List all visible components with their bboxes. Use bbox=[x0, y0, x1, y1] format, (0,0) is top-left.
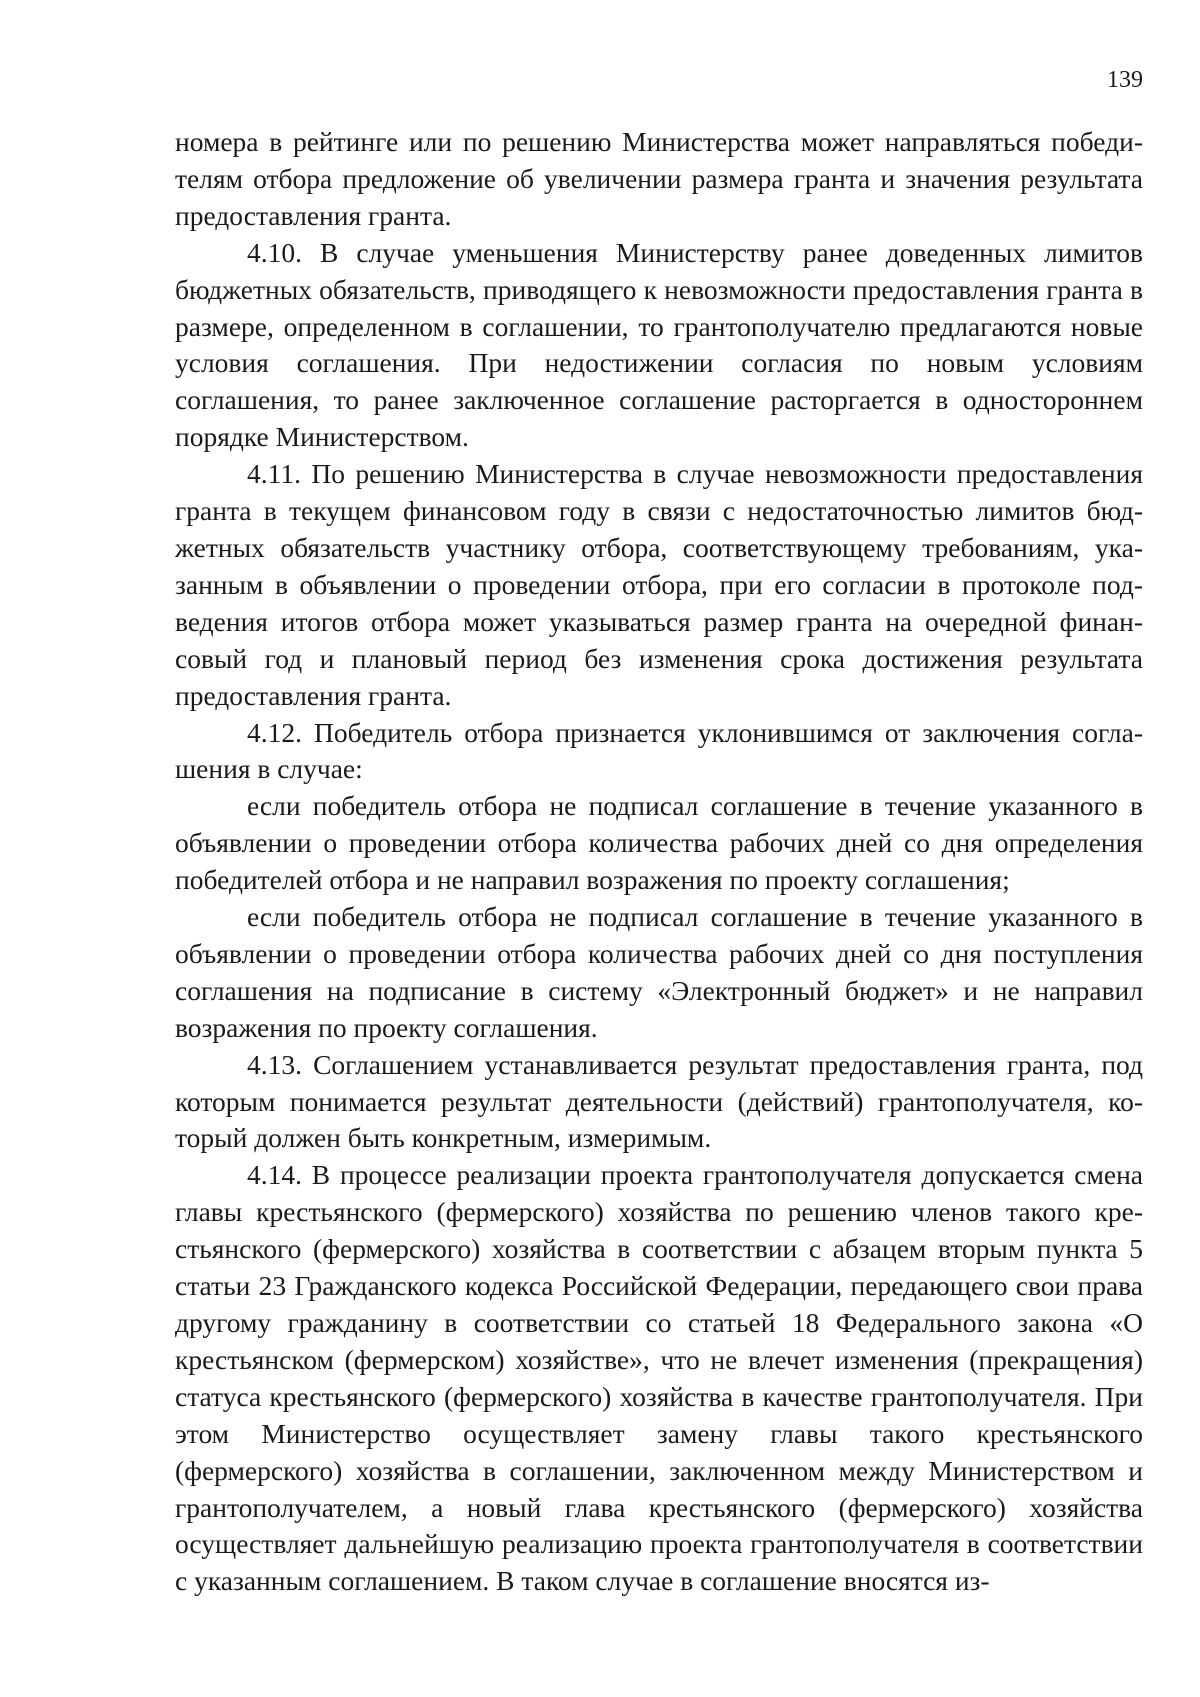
paragraph-4-14: 4.14. В процессе реализации проекта грантополучателя допускается смена главы крестьянского (фермерского) хозяйства по решению членов такого крестьянского (фермерского) хозяйства в соответствии с абзацем вторым пункта 5 статьи 23 Гражданского кодекса Российской Федерации, передающего свои права другому гражданину в соответствии со статьей 18 Федерального закона «О крестьянском (фермерском) хозяйстве», что не влечет изменения (прекращения) статуса крестьянского (фермерского) хозяйства в качестве грантополучателя. При этом Министерство осуществляет замену главы такого крестьянского (фермерского) хозяйства в соглашении, заключенном между Министерством и грантополучателем, а новый глава крестьянского (фермерского) хозяйства осуществляет дальнейшую реализацию проекта грантополучателя в соответствии с указанным соглашением. В таком случае в соглашение вносятся из- bbox=[175, 1159, 1143, 1597]
paragraph-4-10: 4.10. В случае уменьшения Министерству ранее доведенных лимитов бюджетных обязательств, приводящего к невозможности предоставления гранта в размере, определенном в соглашении, то грантополучателю предлагаются новые условия соглашения. При недостижении согласия по новым условиям соглашения, то ранее заключенное соглашение расторгается в одностороннем порядке Министерством. bbox=[175, 236, 1143, 453]
paragraph-4-12-case-1: если победитель отбора не подписал соглашение в течение указанного в объявлении о проведении отбора количества рабочих дней со дня определения победителей отбора и не направил возражения по проекту соглашения; bbox=[175, 790, 1143, 896]
document-body bbox=[175, 124, 1143, 1600]
paragraph-4-13: 4.13. Соглашением устанавливается результат предоставления гранта, под которым понимается результат деятельности (действий) грантополучателя, который должен быть конкретным, измеримым. bbox=[175, 1048, 1143, 1154]
page-number: 139 bbox=[1107, 67, 1143, 93]
paragraph-4-12: 4.12. Победитель отбора признается уклонившимся от заключения соглашения в случае: bbox=[175, 716, 1143, 785]
paragraph-continuation: номера в рейтинге или по решению Министерства может направляться победителям отбора предложение об увеличении размера гранта и значения результата предоставления гранта. bbox=[175, 126, 1143, 231]
paragraph-4-12-case-2: если победитель отбора не подписал соглашение в течение указанного в объявлении о проведении отбора количества рабочих дней со дня поступления соглашения на подписание в систему «Электронный бюджет» и не направил возражения по проекту соглашения. bbox=[175, 901, 1143, 1043]
paragraph-4-11: 4.11. По решению Министерства в случае невозможности предоставления гранта в текущем финансовом году в связи с недостаточностью лимитов бюджетных обязательств участнику отбора, соответствующему требованиям, указанным в объявлении о проведении отбора, при его согласии в протоколе подведения итогов отбора может указываться размер гранта на очередной финансовый год и плановый период без изменения срока достижения результата предоставления гранта. bbox=[175, 458, 1143, 711]
